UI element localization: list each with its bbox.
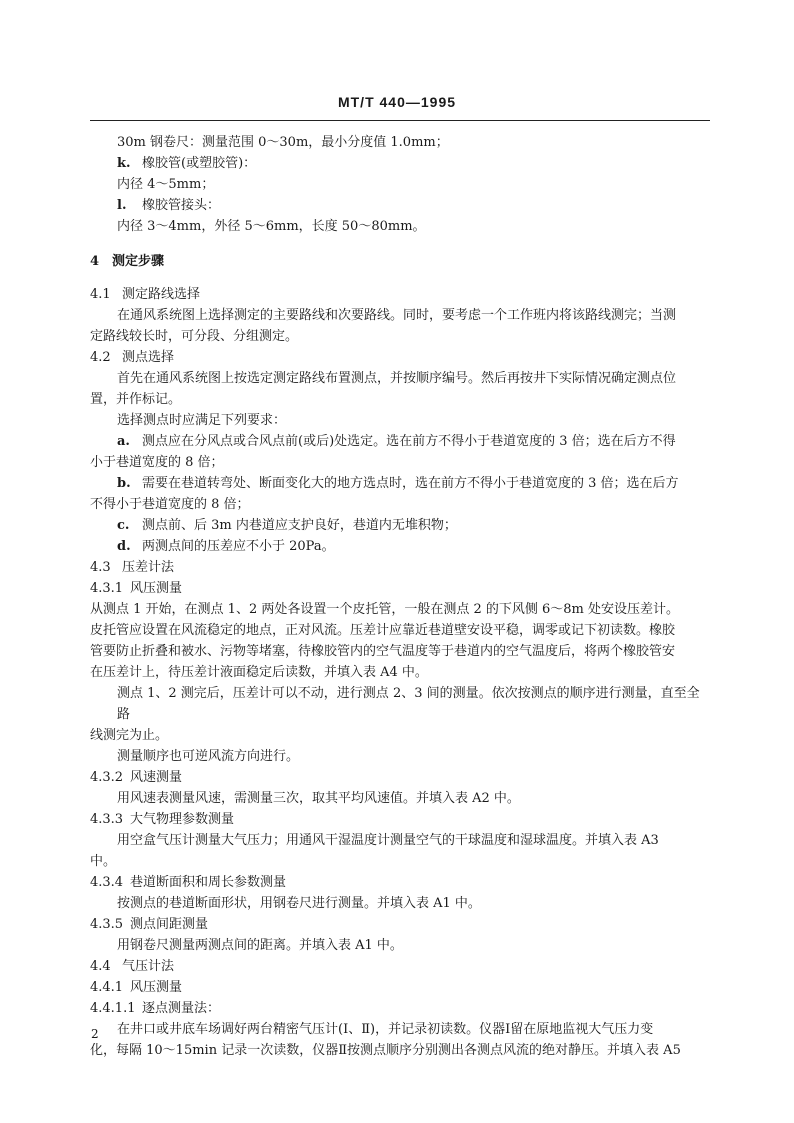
section-4-4-heading (90, 956, 708, 977)
item-text: 橡胶管接头： (142, 198, 221, 213)
s433-line: 用空盒气压计测量大气压力；用通风干湿温度计测量空气的干球温度和湿球温度。并填入表 A3 (117, 833, 659, 848)
section-number: 4.3.4 (90, 875, 124, 890)
s431-line: 管要防止折叠和被水、污物等堵塞，待橡胶管内的空气温度等于巷道内的空气温度后，将两个橡胶管安 (90, 644, 676, 659)
page-header: MT/T 440—1995 (337, 94, 457, 110)
s431-line: 皮托管应设置在风流稳定的地点，正对风流。压差计应靠近巷道壁安设平稳，调零或记下初读数。橡胶 (90, 623, 676, 638)
section-title: 气压计法 (122, 959, 175, 974)
page-number: 2 (91, 1027, 99, 1041)
s42-item-a-cont: 小于巷道宽度的 8 倍； (90, 455, 224, 470)
s4411-line: 在井口或井底车场调好两台精密气压计(Ⅰ、Ⅱ)，并记录初读数。仪器Ⅰ留在原地监视大气压力变 (117, 1022, 654, 1037)
section-number: 4.4.1 (90, 980, 124, 995)
section-4-3-4-heading (90, 872, 708, 893)
section-4-1-heading (90, 284, 708, 305)
s431-line: 在压差计上，待压差计液面稳定后读数，并填入表 A4 中。 (90, 665, 428, 680)
s431-line: 从测点 1 开始，在测点 1、2 两处各设置一个皮托管，一般在测点 2 的下风侧 6～8m 处安设压差计。 (90, 602, 680, 617)
section-title: 风压测量 (130, 581, 183, 596)
section-number: 4.4.1.1 (90, 1001, 136, 1016)
section-number: 4.2 (90, 350, 111, 365)
section-4-3-2-heading (90, 767, 708, 788)
s42-requirements-intro: 选择测点时应满足下列要求： (117, 413, 287, 428)
section-title: 风速测量 (130, 770, 183, 785)
s4411-line: 化，每隔 10～15min 记录一次读数，仪器Ⅱ按测点顺序分别测出各测点风流的绝对静压。并填入表 A5 (90, 1043, 681, 1058)
s435-line: 用钢卷尺测量两测点间的距离。并填入表 A1 中。 (117, 938, 403, 953)
item-text: 需要在巷道转弯处、断面变化大的地方选点时，选在前方不得小于巷道宽度的 3 倍；选在后方 (142, 476, 679, 491)
item-label: l. (117, 198, 127, 213)
section-4-4-1-heading (90, 977, 708, 998)
s42-item-b (90, 473, 708, 494)
s431-line: 测量顺序也可逆风流方向进行。 (117, 749, 300, 764)
section-4-3-5-heading (90, 914, 708, 935)
document-body (90, 132, 708, 1061)
item-text: 测点前、后 3m 内巷道应支护良好，巷道内无堆积物； (142, 518, 457, 533)
s41-paragraph-cont: 定路线较长时，可分段、分组测定。 (90, 329, 299, 344)
item-text: 两测点间的压差应不小于 20Pa。 (142, 539, 335, 554)
section-number: 4 (90, 254, 100, 269)
section-4-4-1-1-heading (90, 998, 708, 1019)
item-text: 测点应在分风点或合风点前(或后)处选定。选在前方不得小于巷道宽度的 3 倍；选在后方不得 (142, 434, 676, 449)
s433-line: 中。 (90, 854, 117, 869)
equip-item-k (90, 153, 708, 174)
equip-tape: 30m 钢卷尺：测量范围 0～30m，最小分度值 1.0mm； (117, 135, 449, 150)
section-number: 4.3.2 (90, 770, 124, 785)
section-number: 4.3.1 (90, 581, 124, 596)
item-label: c. (117, 518, 130, 533)
item-label: k. (117, 156, 131, 171)
section-4-3-1-heading (90, 578, 708, 599)
section-title: 测定步骤 (112, 254, 165, 269)
section-title: 大气物理参数测量 (130, 812, 235, 827)
s42-item-c (90, 515, 708, 536)
s42-item-d (90, 536, 708, 557)
s41-paragraph: 在通风系统图上选择测定的主要路线和次要路线。同时，要考虑一个工作班内将该路线测完；当测 (117, 308, 677, 323)
section-title: 测定路线选择 (122, 287, 201, 302)
section-4-3-3-heading (90, 809, 708, 830)
section-4-3-heading (90, 557, 708, 578)
section-title: 逐点测量法： (142, 1001, 221, 1016)
equip-item-l (90, 195, 708, 216)
item-label: b. (117, 476, 131, 491)
section-number: 4.4 (90, 959, 111, 974)
s434-line: 按测点的巷道断面形状，用钢卷尺进行测量。并填入表 A1 中。 (117, 896, 481, 911)
equip-l-detail: 内径 3～4mm，外径 5～6mm，长度 50～80mm。 (117, 219, 426, 234)
section-title: 测点选择 (122, 350, 175, 365)
s42-item-b-cont: 不得小于巷道宽度的 8 倍； (90, 497, 250, 512)
s42-paragraph-cont: 置，并作标记。 (90, 392, 182, 407)
s42-item-a (90, 431, 708, 452)
s432-line: 用风速表测量风速，需测量三次，取其平均风速值。并填入表 A2 中。 (117, 791, 520, 806)
item-text: 橡胶管(或塑胶管)： (142, 156, 257, 171)
section-title: 压差计法 (122, 560, 175, 575)
section-number: 4.1 (90, 287, 111, 302)
item-label: a. (117, 434, 130, 449)
section-title: 测点间距测量 (130, 917, 209, 932)
section-number: 4.3.3 (90, 812, 124, 827)
section-4-2-heading (90, 347, 708, 368)
section-4-heading (90, 251, 708, 272)
s431-line: 测点 1、2 测完后，压差计可以不动，进行测点 2、3 间的测量。依次按测点的顺序进行测量，直至全路 (117, 686, 700, 722)
section-title: 风压测量 (130, 980, 183, 995)
header-rule (90, 120, 710, 121)
section-number: 4.3.5 (90, 917, 124, 932)
item-label: d. (117, 539, 131, 554)
s42-paragraph: 首先在通风系统图上按选定测定路线布置测点，并按顺序编号。然后再按井下实际情况确定测点位 (117, 371, 677, 386)
section-title: 巷道断面积和周长参数测量 (130, 875, 287, 890)
s431-line: 线测完为止。 (90, 728, 169, 743)
equip-k-detail: 内径 4～5mm； (117, 177, 215, 192)
section-number: 4.3 (90, 560, 111, 575)
